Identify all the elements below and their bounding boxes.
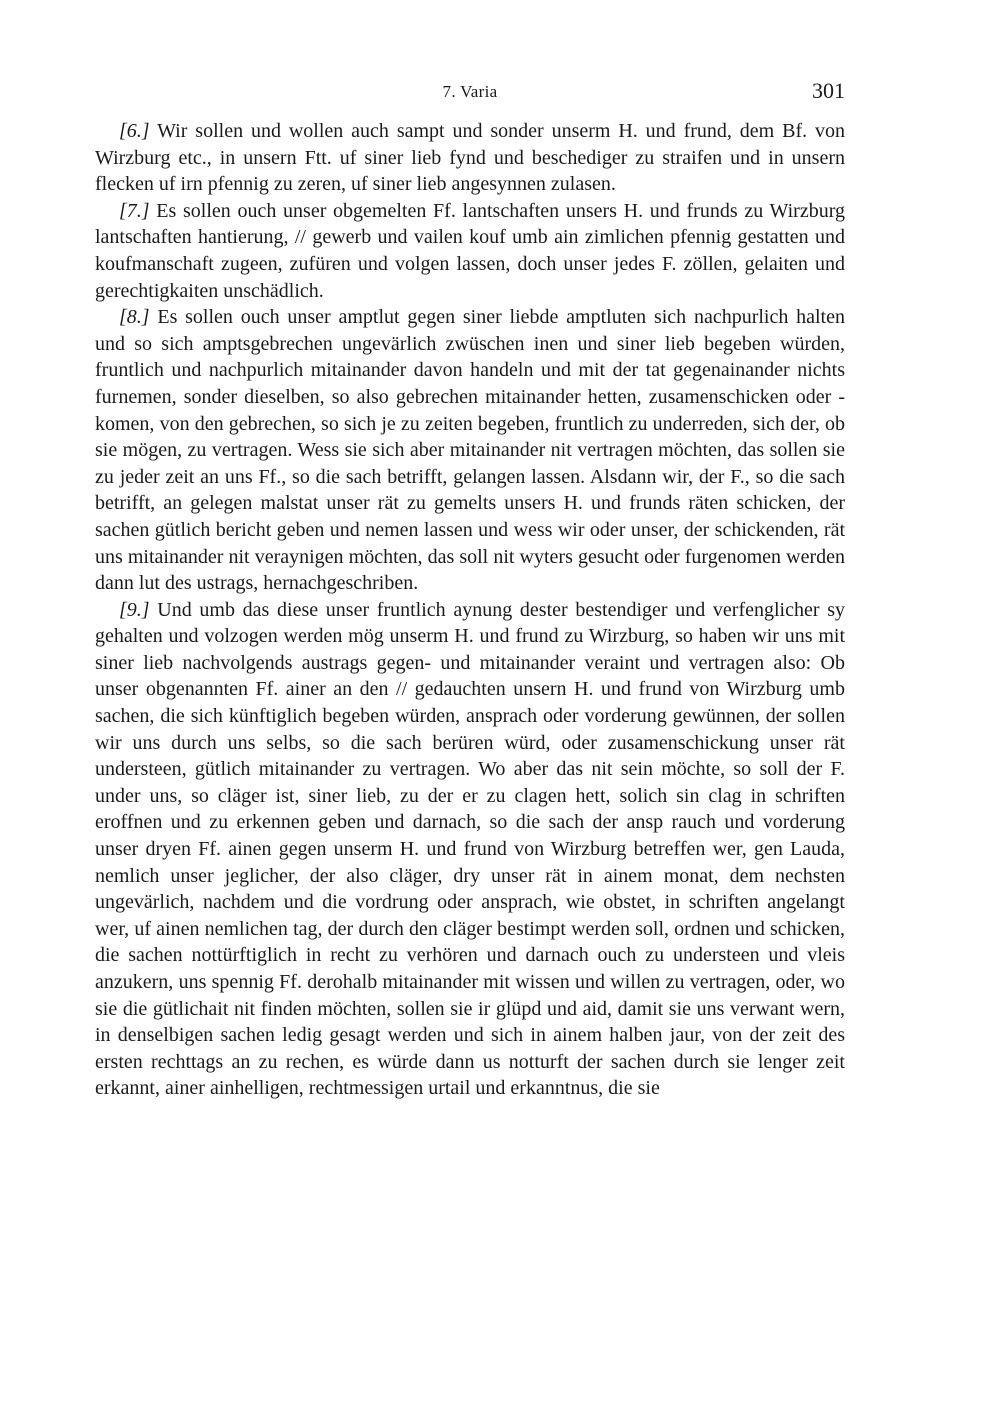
paragraph-number: [6.] [119,120,150,142]
paragraph-number: [7.] [119,199,150,222]
section-title: 7. Varia [442,82,498,101]
paragraph-text: Es sollen ouch unser amptlut gegen siner liebde amptluten sich nachpurlich halten und so sich amptsgebrechen ungevärlich zwüschen inen und siner lieb begeben würden, fruntlich und nachpurlich mitainander davon handeln und mit der tat gegenainander nichts furnemen, sonder dieselben, so also gebrechen mitainander hetten, zusamenschicken oder -komen, von den gebrechen, so sich je zu zeiten begeben, fruntlich zu underreden, sich der, ob sie mögen, zu vertragen. Wess sie sich aber mitainander nit vertragen möchten, das sollen sie zu jeder zeit an uns Ff., so die sach betrifft, gelangen lassen. Alsdann wir, der F., so die sach betrifft, an gelegen malstat unser rät zu gemelts unsers H. und frunds räten schicken, der sachen gütlich bericht geben und nemen lassen und wess wir oder unser, der schickenden, rät uns mitainander nit veraynigen möchten, das soll nit wyters gesucht oder furgenomen werden dann lut des ustrags, hernachgeschriben. [95,306,845,595]
paragraph-text: Es sollen ouch unser obgemelten Ff. lantschaften unsers H. und frunds zu Wirzburg lantschaften hantierung, // gewerb und vailen kouf umb ain zimlichen pfennig gestatten und koufmanschaft zugeen, zufüren und volgen lassen, doch unser jedes F. zöllen, gelaiten und gerechtigkaiten unschädlich. [95,199,846,302]
paragraph-number: [9.] [119,598,150,621]
paragraph-9 [95,597,845,1102]
paragraph-number: [8.] [119,306,150,329]
body-text [95,118,845,1102]
paragraph-7 [95,198,845,304]
book-page [95,76,845,1102]
paragraph-text: Und umb das diese unser fruntlich aynung dester bestendiger und verfenglicher sy gehalten und volzogen werden mög unserm H. und frund zu Wirzburg, so haben wir uns mit siner lieb nachvolgends austrags gegen- und mitainander veraint und vertragen also: Ob unser obgenannten Ff. ainer an den // gedauchten unsern H. und frund von Wirzburg umb sachen, die sich künftiglich begeben würden, ansprach oder vorderung gewünnen, der sollen wir uns durch uns selbs, so die sach berüren würd, oder zusamenschickung unser rät understeen, gütlich mitainander zu vertragen. Wo aber das nit sein möchte, so soll der F. under uns, so cläger ist, siner lieb, zu der er zu clagen hett, solich sin clag in schriften eroffnen und zu erkennen geben und darnach, so die sach der ansp rauch und vorderung unser dryen Ff. ainen gegen unserm H. und frund von Wirzburg betreffen wer, gen Lauda, nemlich unser jeglicher, der also cläger, dry unser rät in ainem monat, dem nechsten ungevärlich, nachdem und die vordrung oder ansprach, wie obstet, in schriften angelangt wer, uf ainen nemlichen tag, der durch den cläger bestimpt werden soll, ordnen und schicken, die sachen nottürftiglich in recht zu verhören und darnach ouch zu understeen und vleis anzukern, uns spennig Ff. derohalb mitainander mit wissen und willen zu vertragen, oder, wo sie die gütlichait nit finden möchten, sollen sie ir glüpd und aid, damit sie uns verwant wern, in denselbigen sachen ledig gesagt werden und sich in ainem halben jaur, von der zeit des ersten rechttags an zu rechen, es würde dann us notturft der sachen durch sie lenger zeit erkannt, ainer ainhelligen, rechtmessigen urtail und erkanntnus, die sie [95,598,846,1100]
running-header [95,76,845,110]
paragraph-8 [95,304,845,597]
page-number: 301 [812,78,845,103]
paragraph-6 [95,118,845,198]
paragraph-text: Wir sollen und wollen auch sampt und sonder unserm H. und frund, dem Bf. von Wirzburg etc., in unsern Ftt. uf siner lieb fynd und beschediger zu straifen und in unsern flecken uf irn pfennig zu zeren, uf siner lieb angesynnen zulasen. [95,120,845,196]
